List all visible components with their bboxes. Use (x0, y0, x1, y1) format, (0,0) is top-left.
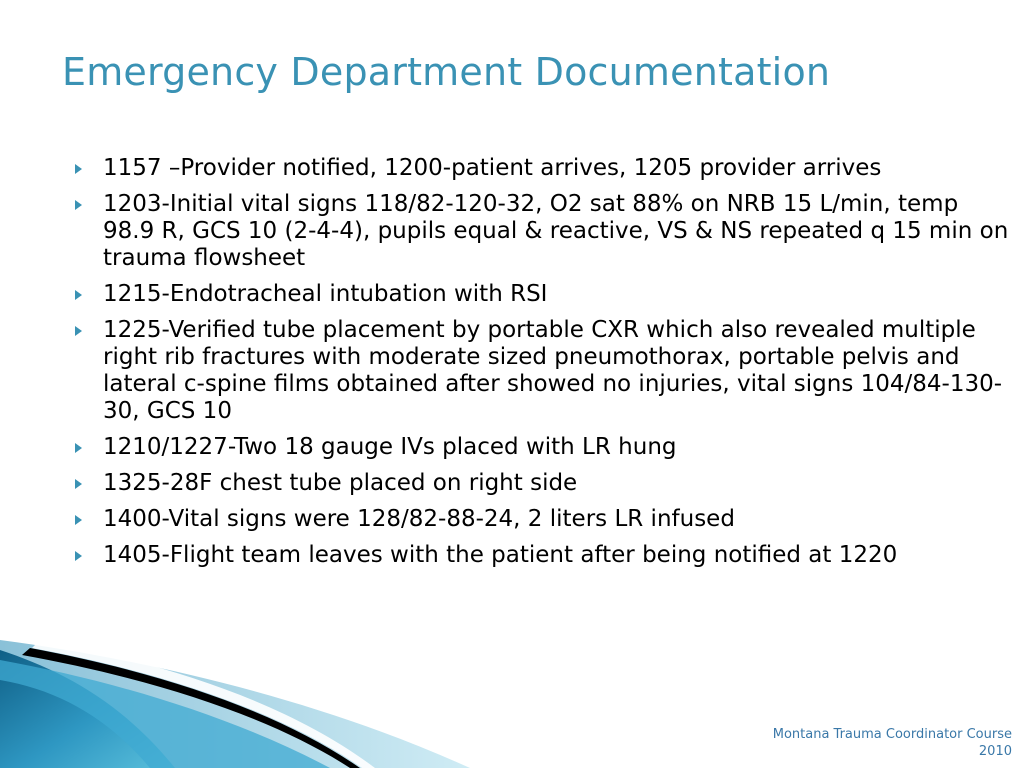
bullet-item (72, 317, 1012, 425)
footer-year: 2010 (978, 744, 1012, 759)
triangle-right-icon (75, 443, 82, 453)
bullet-item (72, 470, 1012, 497)
bullet-item (72, 434, 1012, 461)
triangle-right-icon (75, 326, 82, 336)
bullet-item (72, 506, 1012, 533)
triangle-right-icon (75, 479, 82, 489)
slide-title: Emergency Department Documentation (62, 50, 831, 94)
bullet-text: 1203-Initial vital signs 118/82-120-32, O2 sat 88% on NRB 15 L/min, temp 98.9 R, GCS 10 (2-4-4), pupils equal & reactive, VS & NS repeated q 15 min on trauma flowsheet (103, 191, 1009, 271)
footer-credit (773, 726, 1012, 760)
bullet-text: 1157 –Provider notified, 1200-patient arrives, 1205 provider arrives (103, 155, 882, 181)
triangle-right-icon (75, 200, 82, 210)
bullet-text: 1400-Vital signs were 128/82-88-24, 2 liters LR infused (103, 506, 735, 532)
bullet-text: 1325-28F chest tube placed on right side (103, 470, 578, 496)
triangle-right-icon (75, 290, 82, 300)
bullet-item (72, 155, 1012, 182)
bullet-text: 1225-Verified tube placement by portable CXR which also revealed multiple right rib fractures with moderate sized pneumothorax, portable pelvis and lateral c-spine films obtained after showed no injuries, vital signs 104/84-130-30, GCS 10 (103, 317, 1003, 424)
bullet-text: 1210/1227-Two 18 gauge IVs placed with LR hung (103, 434, 677, 460)
triangle-right-icon (75, 551, 82, 561)
triangle-right-icon (75, 164, 82, 174)
bullet-text: 1405-Flight team leaves with the patient after being notified at 1220 (103, 542, 898, 568)
triangle-right-icon (75, 515, 82, 525)
footer-course-name: Montana Trauma Coordinator Course (772, 727, 1012, 742)
bullet-item (72, 281, 1012, 308)
bullet-item (72, 191, 1012, 272)
bullet-text: 1215-Endotracheal intubation with RSI (103, 281, 548, 307)
bullet-list (72, 155, 1012, 578)
bullet-item (72, 542, 1012, 569)
